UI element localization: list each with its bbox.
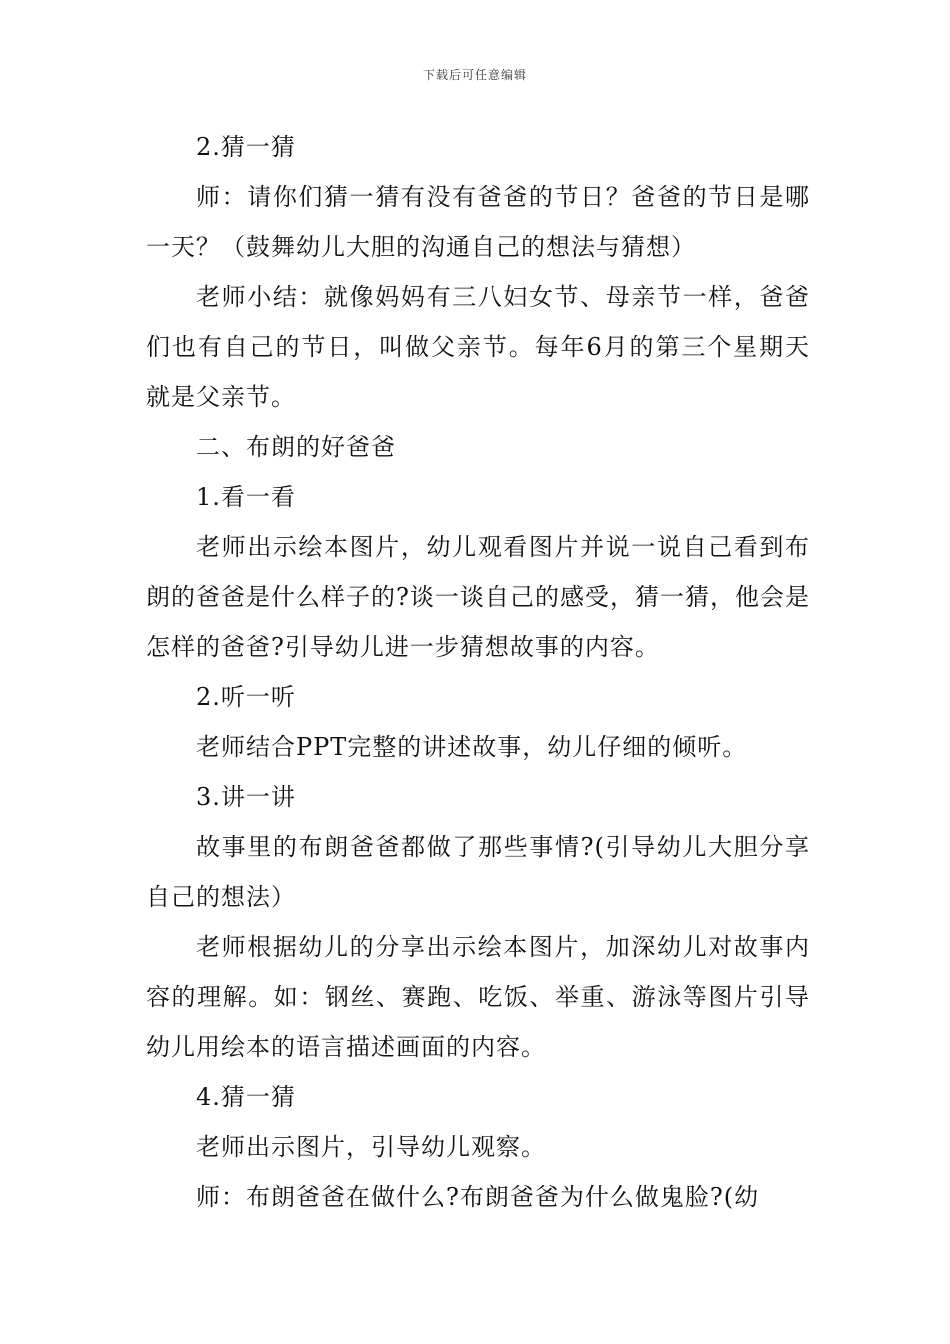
subheading-talk: 3.讲一讲: [196, 783, 296, 811]
picture-explanation-paragraph: 老师根据幼儿的分享出示绘本图片，加深幼儿对故事内容的理解。如：钢丝、赛跑、吃饭、举重、游泳等图片引导幼儿用绘本的语言描述画面的内容。: [146, 933, 810, 1061]
story-telling-paragraph: 老师结合PPT完整的讲述故事，幼儿仔细的倾听。: [196, 733, 748, 761]
document-body: [146, 122, 810, 1222]
subheading-look: 1.看一看: [196, 483, 296, 511]
subheading-guess-2: 4.猜一猜: [196, 1083, 296, 1111]
section-heading-brown-dad: 二、布朗的好爸爸: [196, 433, 396, 461]
page-header: 下载后可任意编辑: [422, 68, 527, 82]
observation-paragraph: 老师出示图片，引导幼儿观察。: [196, 1133, 546, 1161]
subheading-listen: 2.听一听: [196, 683, 296, 711]
subheading-guess: 2.猜一猜: [196, 133, 296, 161]
final-question-paragraph: 师：布朗爸爸在做什么?布朗爸爸为什么做鬼脸?(幼: [196, 1183, 760, 1211]
teacher-question-paragraph: 师：请你们猜一猜有没有爸爸的节日？爸爸的节日是哪一天？（鼓舞幼儿大胆的沟通自己的想法与猜想）: [146, 183, 810, 261]
story-question-paragraph: 故事里的布朗爸爸都做了那些事情?(引导幼儿大胆分享自己的想法）: [146, 833, 810, 911]
picture-observation-paragraph: 老师出示绘本图片，幼儿观看图片并说一说自己看到布朗的爸爸是什么样子的?谈一谈自己的感受，猜一猜，他会是怎样的爸爸?引导幼儿进一步猜想故事的内容。: [146, 533, 810, 661]
teacher-summary-paragraph: 老师小结：就像妈妈有三八妇女节、母亲节一样，爸爸们也有自己的节日，叫做父亲节。每年6月的第三个星期天就是父亲节。: [146, 283, 810, 411]
